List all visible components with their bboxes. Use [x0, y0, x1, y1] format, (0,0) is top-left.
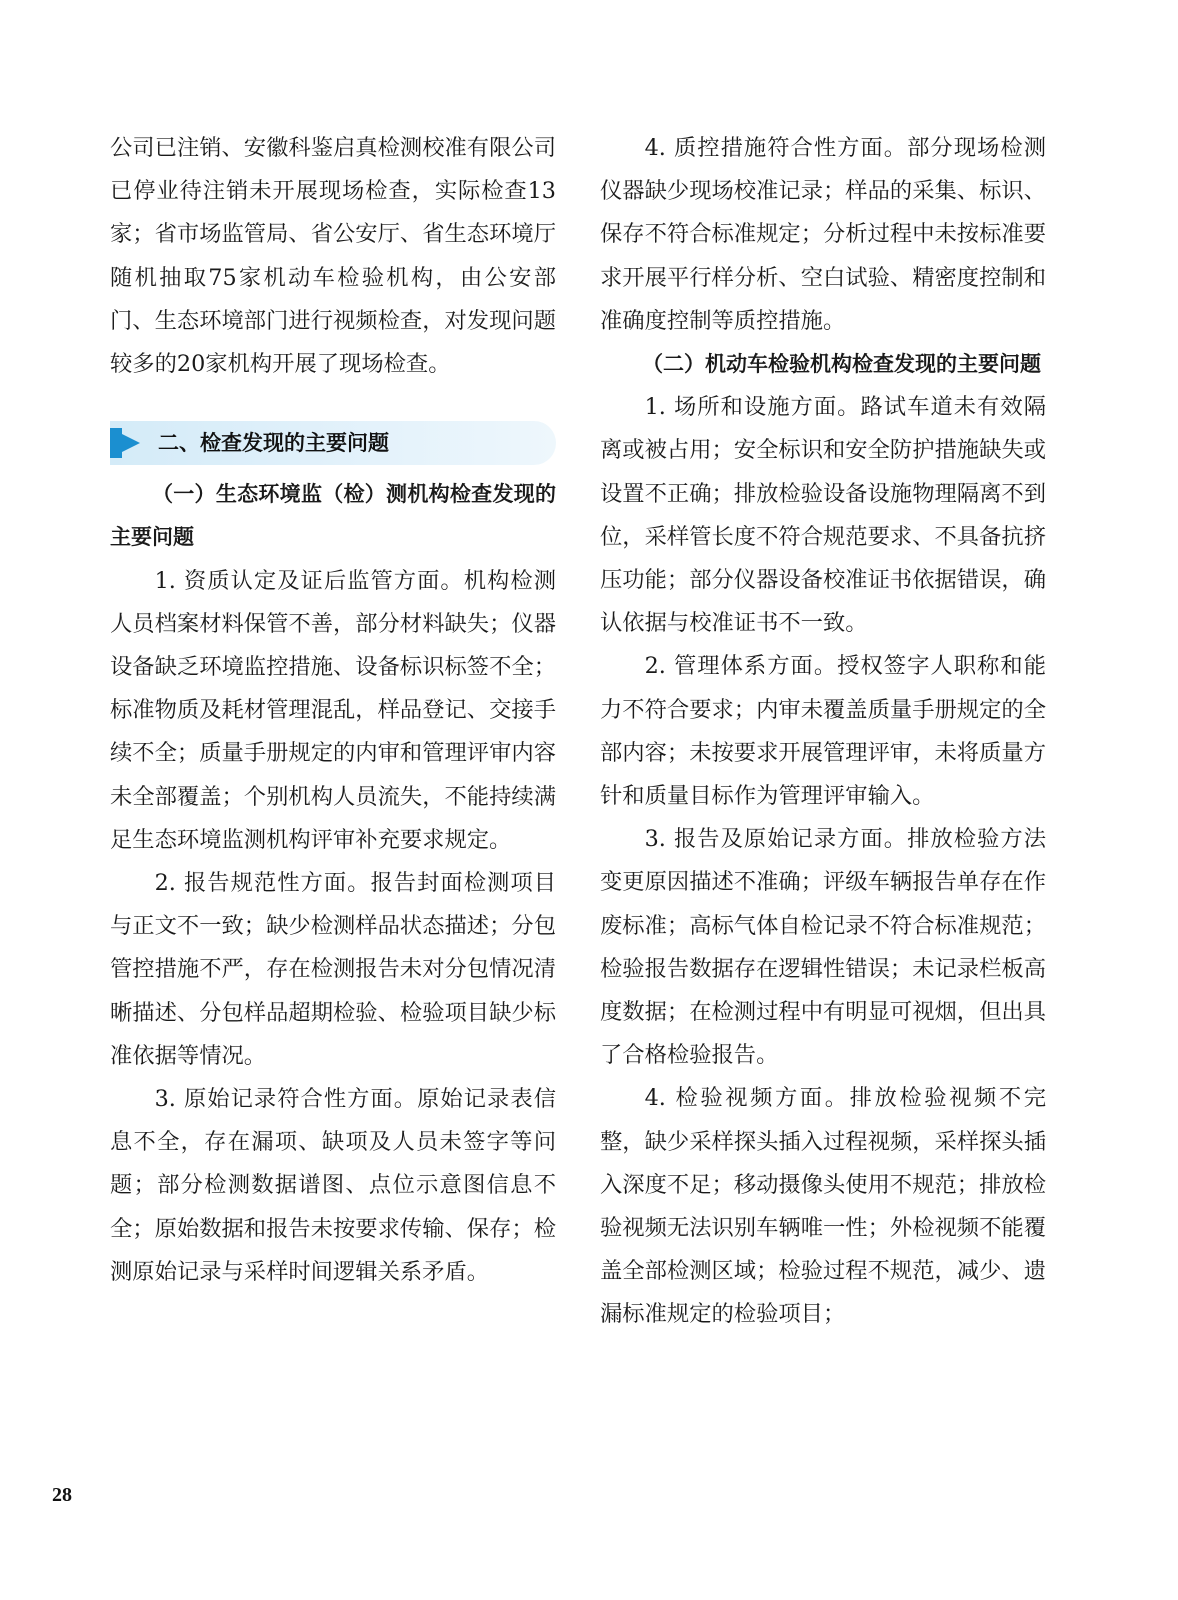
- subsection-title-2: （二）机动车检验机构检查发现的主要问题: [642, 352, 1041, 377]
- section-heading-banner: [110, 421, 556, 465]
- paragraph-vehicle-item-4: 4. 检验视频方面。排放检验视频不完整，缺少采样探头插入过程视频，采样探头插入深度不足；移动摄像头使用不规范；排放检验视频无法识别车辆唯一性；外检视频不能覆盖全部检测区域；检验过程不规范，减少、遗漏标准规定的检验项目；: [600, 1085, 1046, 1328]
- section-marker-icon: [110, 428, 140, 458]
- right-column: [600, 127, 1046, 1337]
- paragraph-vehicle-item-1: 1. 场所和设施方面。路试车道未有效隔离或被占用；安全标识和安全防护措施缺失或设置不正确；排放检验设备设施物理隔离不到位，采样管长度不符合规范要求、不具备抗挤压功能；部分仪器设备校准证书依据错误，确认依据与校准证书不一致。: [600, 394, 1046, 637]
- paragraph-item-3: 3. 原始记录符合性方面。原始记录表信息不全，存在漏项、缺项及人员未签字等问题；部分检测数据谱图、点位示意图信息不全；原始数据和报告未按要求传输、保存；检测原始记录与采样时间逻辑关系矛盾。: [110, 1086, 556, 1285]
- left-column: [110, 127, 556, 1294]
- section-heading: 二、检查发现的主要问题: [158, 431, 389, 456]
- intro-paragraph: 公司已注销、安徽科鉴启真检测校准有限公司已停业待注销未开展现场检查，实际检查13家；省市场监管局、省公安厅、省生态环境厅随机抽取75家机动车检验机构，由公安部门、生态环境部门进行视频检查，对发现问题较多的20家机构开展了现场检查。: [110, 135, 556, 378]
- paragraph-item-4: 4. 质控措施符合性方面。部分现场检测仪器缺少现场校准记录；样品的采集、标识、保存不符合标准规定；分析过程中未按标准要求开展平行样分析、空白试验、精密度控制和准确度控制等质控措施。: [600, 135, 1046, 334]
- paragraph-vehicle-item-2: 2. 管理体系方面。授权签字人职称和能力不符合要求；内审未覆盖质量手册规定的全部内容；未按要求开展管理评审，未将质量方针和质量目标作为管理评审输入。: [600, 653, 1046, 810]
- paragraph-item-2: 2. 报告规范性方面。报告封面检测项目与正文不一致；缺少检测样品状态描述；分包管控措施不严，存在检测报告未对分包情况清晰描述、分包样品超期检验、检验项目缺少标准依据等情况。: [110, 870, 556, 1069]
- page-number: 28: [52, 1484, 72, 1506]
- paragraph-item-1: 1. 资质认定及证后监管方面。机构检测人员档案材料保管不善，部分材料缺失；仪器设备缺乏环境监控措施、设备标识标签不全；标准物质及耗材管理混乱，样品登记、交接手续不全；质量手册规定的内审和管理评审内容未全部覆盖；个别机构人员流失，不能持续满足生态环境监测机构评审补充要求规定。: [110, 567, 556, 853]
- subsection-title-1: （一）生态环境监（检）测机构检查发现的主要问题: [110, 482, 556, 550]
- paragraph-vehicle-item-3: 3. 报告及原始记录方面。排放检验方法变更原因描述不准确；评级车辆报告单存在作废标准；高标气体自检记录不符合标准规范；检验报告数据存在逻辑性错误；未记录栏板高度数据；在检测过程中有明显可视烟，但出具了合格检验报告。: [600, 826, 1046, 1069]
